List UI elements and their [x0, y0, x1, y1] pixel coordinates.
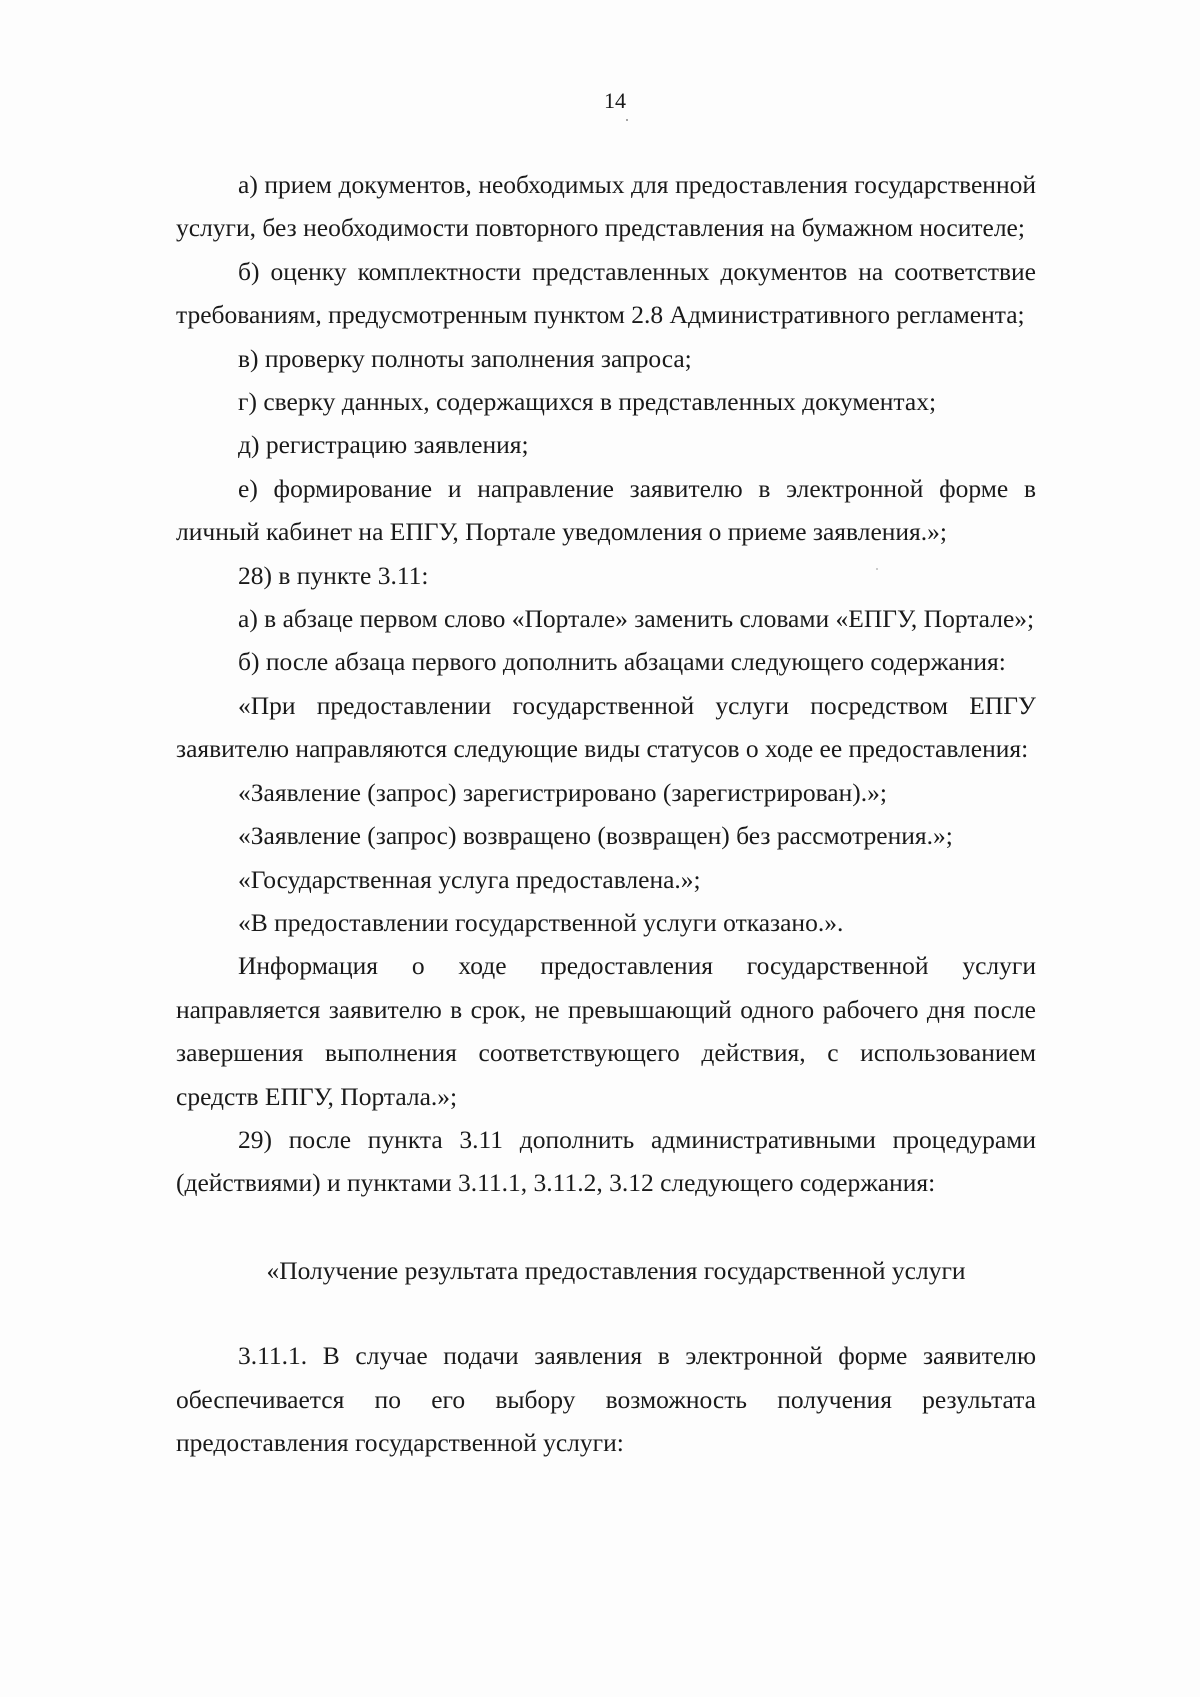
- document-body: [176, 163, 1036, 1464]
- paragraph-status-info-deadline: Информация о ходе предоставления государственной услуги направляется заявителю в срок, не превышающий одного рабочего дня после завершения выполнения соответствующего действия, с использованием средств ЕПГУ, Портала.»;: [176, 951, 1036, 1111]
- paragraph-item-b-completeness: б) оценку комплектности представленных документов на соответствие требованиям, предусмотренным пунктом 2.8 Административного регламента;: [176, 256, 1036, 330]
- paragraph-status-registered: «Заявление (запрос) зарегистрировано (зарегистрирован).»;: [238, 777, 887, 807]
- section-heading: «Получение результата предоставления государственной услуги: [266, 1255, 966, 1285]
- page-number: 14: [604, 88, 626, 113]
- paragraph-status-refused: «В предоставлении государственной услуги отказано.».: [238, 907, 844, 937]
- paragraph-item-g-reconcile: г) сверку данных, содержащихся в представленных документах;: [238, 387, 937, 417]
- paragraph-item-a-reception: а) прием документов, необходимых для предоставления государственной услуги, без необходимости повторного представления на бумажном носителе;: [176, 170, 1036, 243]
- paragraph-status-provided: «Государственная услуга предоставлена.»;: [238, 864, 701, 894]
- paragraph-item-e-notification: е) формирование и направление заявителю в электронной форме в личный кабинет на ЕПГУ, Портале уведомления о приеме заявления.»;: [176, 473, 1036, 547]
- paragraph-3-11-1: 3.11.1. В случае подачи заявления в электронной форме заявителю обеспечивается по его выбору возможность получения результата предоставления государственной услуги:: [176, 1341, 1036, 1457]
- paragraph-point-28-a: а) в абзаце первом слово «Портале» заменить словами «ЕПГУ, Портале»;: [238, 604, 1035, 634]
- paragraph-point-29: 29) после пункта 3.11 дополнить административными процедурами (действиями) и пунктами 3.11.1, 3.11.2, 3.12 следующего содержания:: [176, 1124, 1036, 1198]
- paragraph-item-v-check: в) проверку полноты заполнения запроса;: [238, 343, 692, 373]
- paragraph-point-28-b: б) после абзаца первого дополнить абзацами следующего содержания:: [238, 647, 1006, 677]
- scan-artifact: [626, 119, 628, 121]
- paragraph-status-returned: «Заявление (запрос) возвращено (возвращен) без рассмотрения.»;: [238, 821, 953, 851]
- paragraph-point-28: 28) в пункте 3.11:: [238, 560, 429, 590]
- paragraph-status-intro: «При предоставлении государственной услуги посредством ЕПГУ заявителю направляются следующие виды статусов о ходе ее предоставления:: [176, 690, 1036, 764]
- paragraph-item-d-registration: д) регистрацию заявления;: [238, 430, 529, 460]
